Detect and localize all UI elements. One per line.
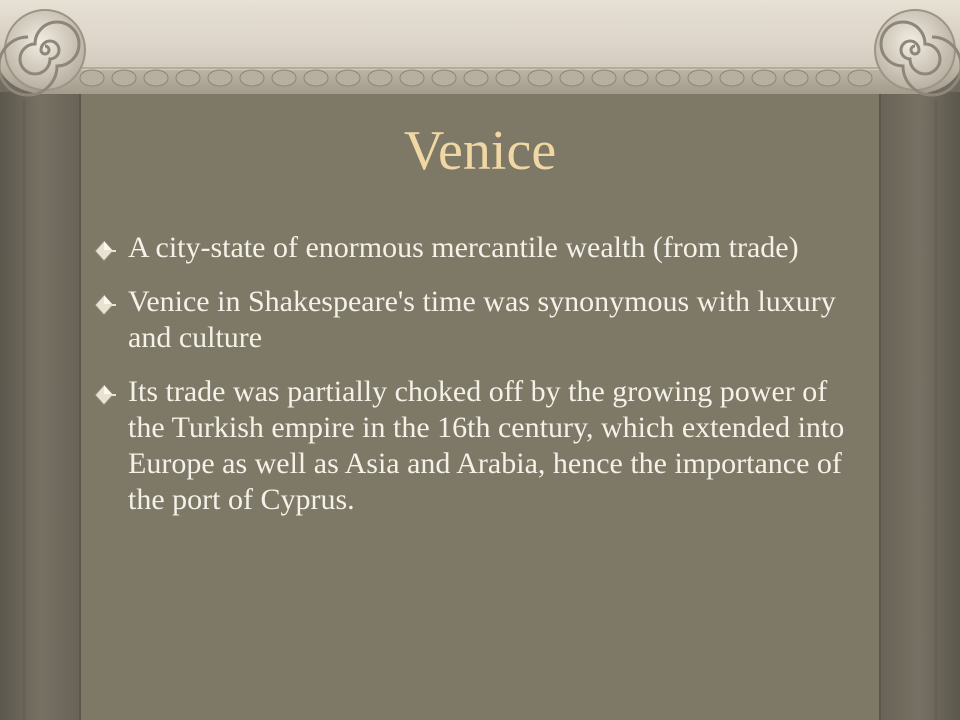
- list-item: [90, 374, 870, 518]
- bullet-list: [90, 230, 870, 536]
- diamond-pointer-icon: [94, 294, 116, 316]
- list-item: [90, 230, 870, 266]
- diamond-pointer-icon: [94, 240, 116, 262]
- bullet-text: Its trade was partially choked off by the growing power of the Turkish empire in the 16th century, which extended into Europe as well as Asia and Arabia, hence the importance of the port of Cyprus.: [128, 375, 845, 516]
- list-item: [90, 284, 870, 356]
- bullet-text: Venice in Shakespeare's time was synonymous with luxury and culture: [128, 285, 836, 354]
- bullet-text: A city-state of enormous mercantile wealth (from trade): [128, 231, 799, 264]
- diamond-pointer-icon: [94, 384, 116, 406]
- slide-title: Venice: [403, 120, 557, 182]
